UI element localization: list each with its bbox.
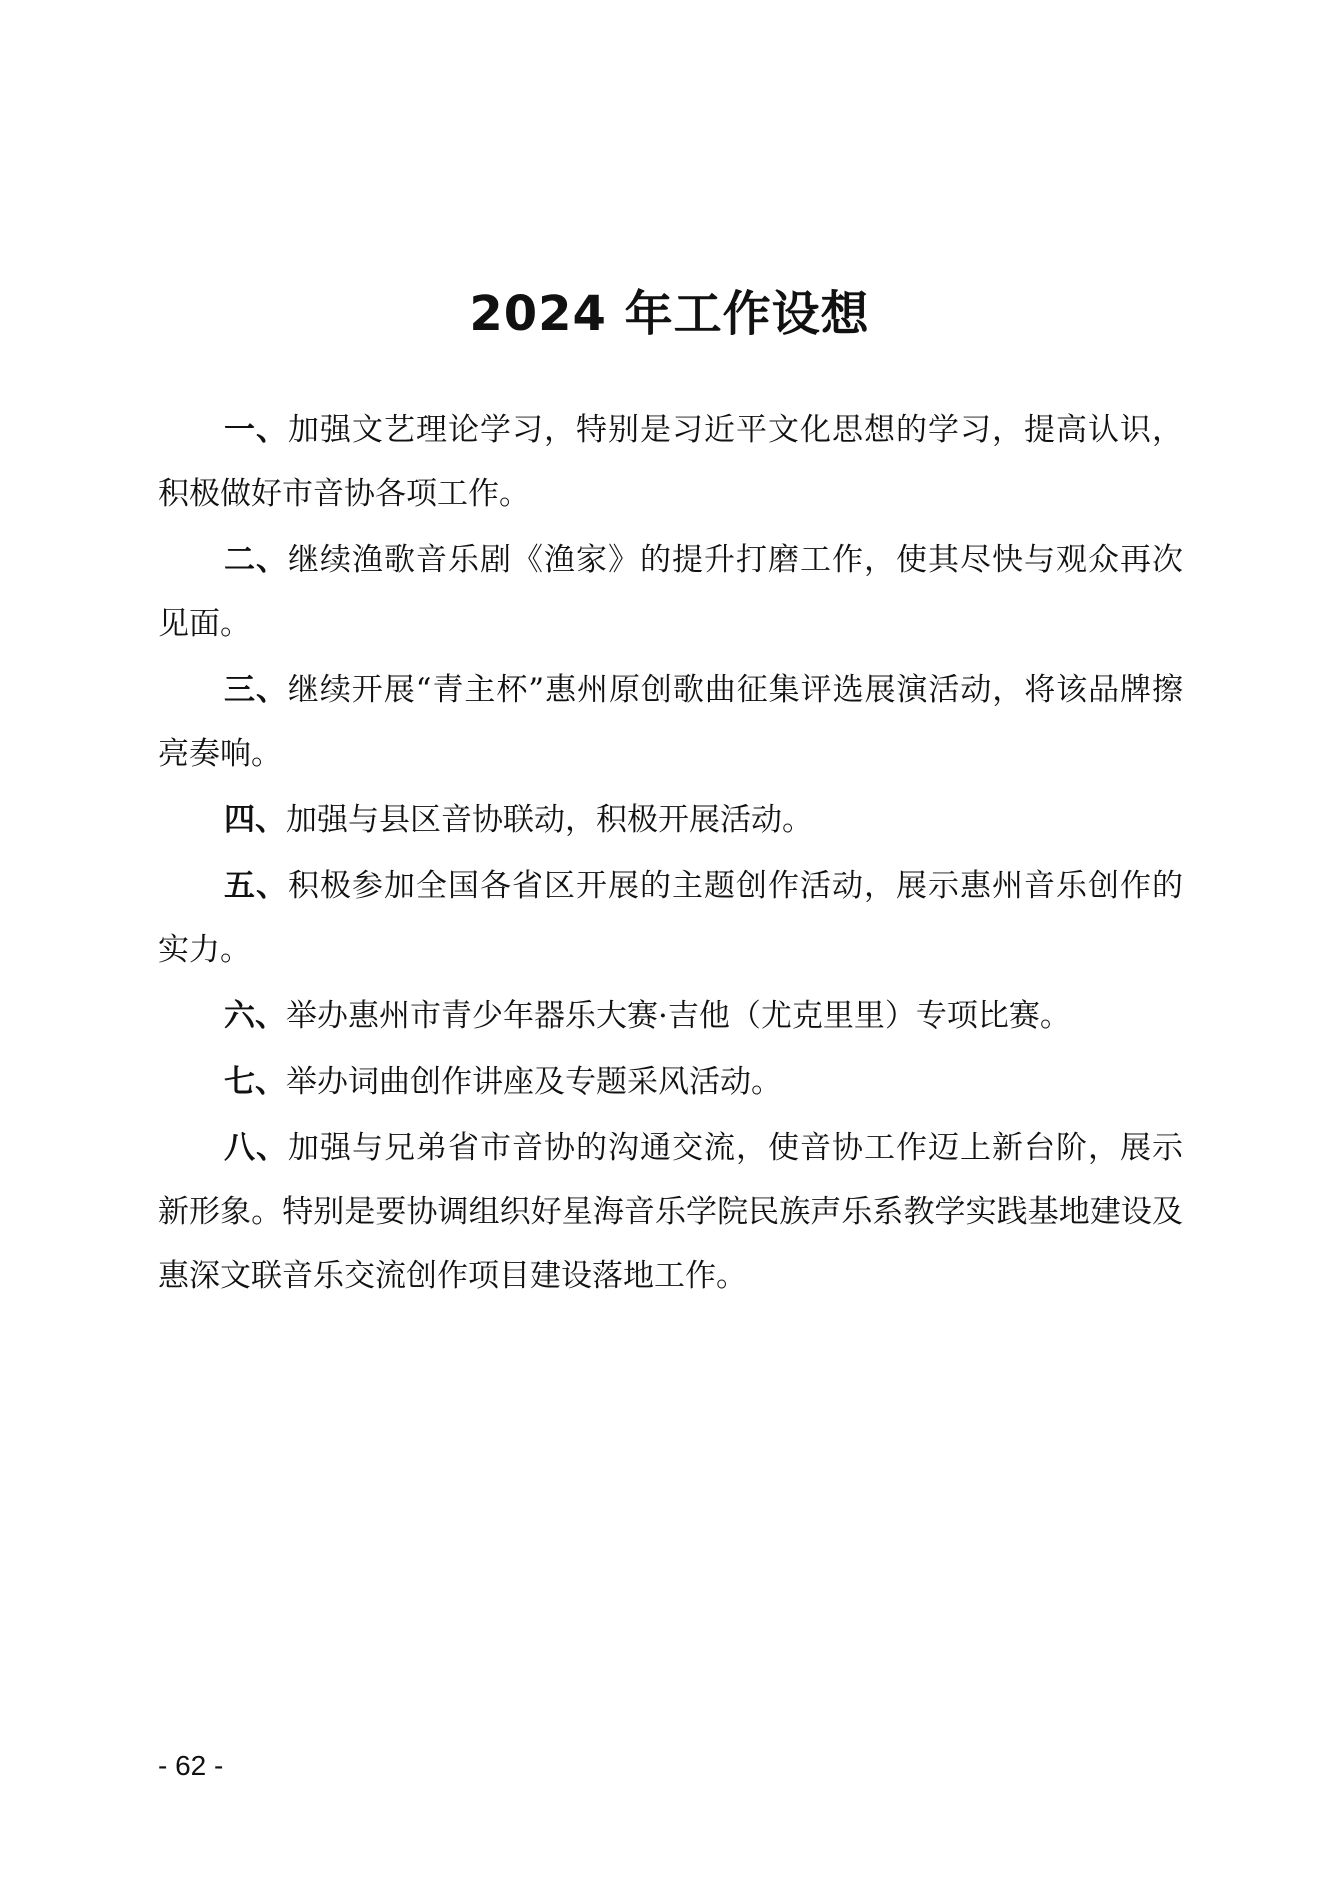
plan-item-number: 三、	[224, 672, 288, 708]
plan-item-text: 举办词曲创作讲座及专题采风活动。	[286, 1064, 782, 1100]
plan-item-text: 加强与兄弟省市音协的沟通交流，使音协工作迈上新台阶，展示新形象。特别是要协调组织好星海音乐学院民族声乐系教学实践基地建设及惠深文联音乐交流创作项目建设落地工作。	[158, 1130, 1183, 1294]
plan-item-number: 五、	[224, 868, 288, 904]
plan-item-text: 继续渔歌音乐剧《渔家》的提升打磨工作，使其尽快与观众再次见面。	[158, 542, 1183, 642]
plan-item-number: 六、	[224, 998, 286, 1034]
plan-item-text: 继续开展“青主杯”惠州原创歌曲征集评选展演活动，将该品牌擦亮奏响。	[158, 672, 1183, 772]
plan-item-5	[158, 854, 1183, 982]
plan-item-4	[158, 788, 1183, 852]
plan-item-number: 八、	[224, 1130, 288, 1166]
work-plan-list	[158, 398, 1183, 1310]
plan-item-6	[158, 984, 1183, 1048]
plan-item-number: 二、	[224, 542, 288, 578]
plan-item-3	[158, 658, 1183, 786]
plan-item-7	[158, 1050, 1183, 1114]
page-number: - 62 -	[158, 1750, 224, 1781]
plan-item-8	[158, 1116, 1183, 1308]
plan-item-number: 四、	[224, 802, 286, 838]
plan-item-text: 加强文艺理论学习，特别是习近平文化思想的学习，提高认识，积极做好市音协各项工作。	[158, 412, 1183, 512]
plan-item-1	[158, 398, 1183, 526]
plan-item-text: 加强与县区音协联动，积极开展活动。	[286, 802, 813, 838]
page-title: 2024 年工作设想	[469, 286, 870, 343]
plan-item-number: 一、	[224, 412, 288, 448]
plan-item-number: 七、	[224, 1064, 286, 1100]
plan-item-text: 积极参加全国各省区开展的主题创作活动，展示惠州音乐创作的实力。	[158, 868, 1183, 968]
plan-item-2	[158, 528, 1183, 656]
plan-item-text: 举办惠州市青少年器乐大赛·吉他（尤克里里）专项比赛。	[286, 998, 1071, 1034]
